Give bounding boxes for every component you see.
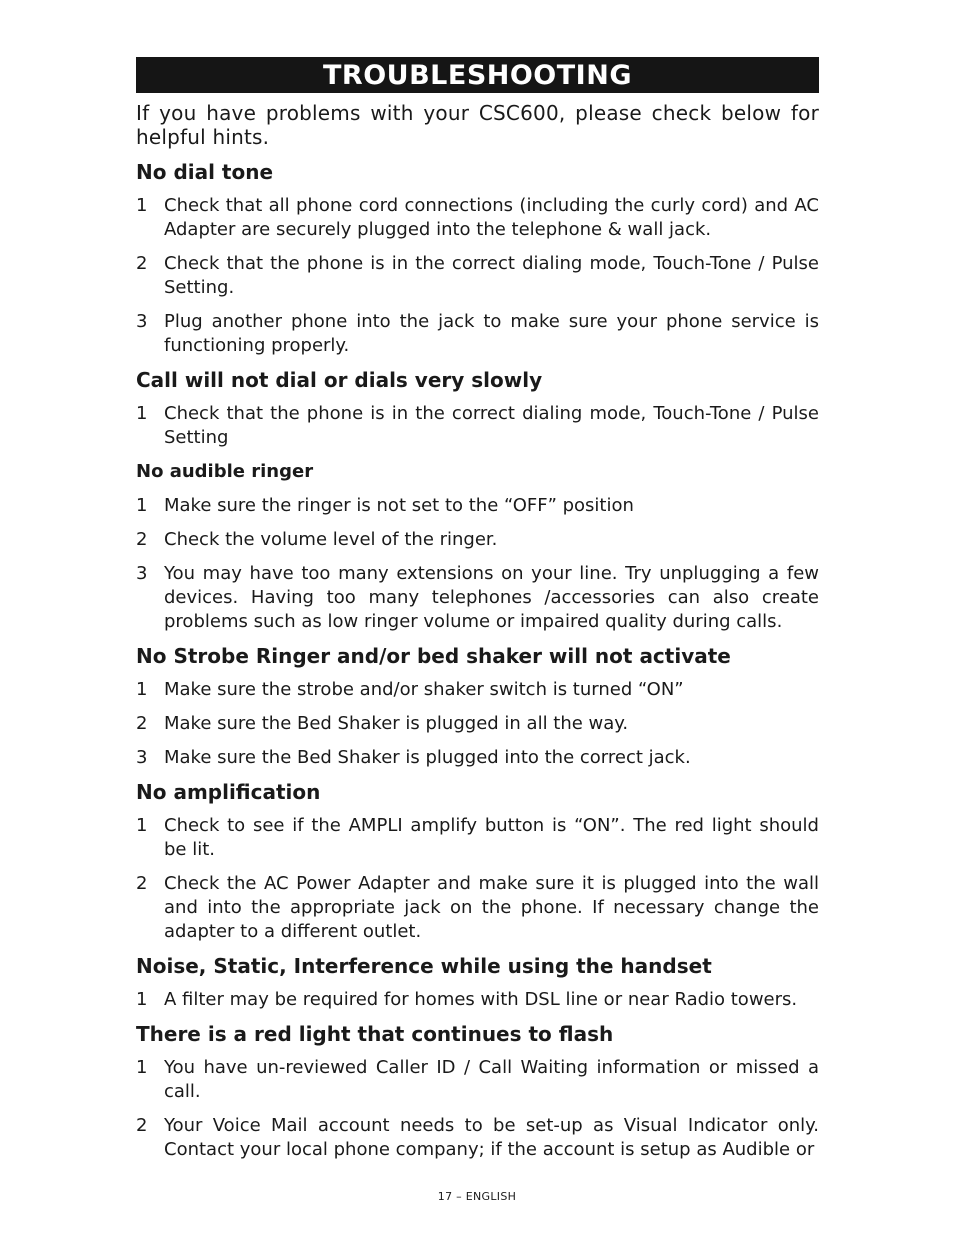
section-heading: Noise, Static, Interference while using the handset xyxy=(136,954,712,978)
section-heading: Call will not dial or dials very slowly xyxy=(136,368,543,392)
section-heading: There is a red light that continues to flash xyxy=(136,1022,614,1046)
item-text: Check that the phone is in the correct dialing mode, Touch-Tone / Pulse Setting. xyxy=(164,253,819,298)
item-text: Make sure the Bed Shaker is plugged into the correct jack. xyxy=(164,747,691,768)
item-number: 2 xyxy=(136,1115,148,1136)
item-text: Check that all phone cord connections (including the curly cord) and AC Adapter are securely plugged into the telephone & wall jack. xyxy=(164,195,819,240)
item-text: Check to see if the AMPLI amplify button is “ON”. The red light should be lit. xyxy=(164,815,819,860)
item-list xyxy=(136,494,819,634)
item-list xyxy=(136,1056,819,1162)
list-item xyxy=(136,194,819,242)
item-number: 1 xyxy=(136,1057,148,1078)
section-noise-static xyxy=(136,954,819,1012)
item-number: 1 xyxy=(136,679,148,700)
list-item xyxy=(136,814,819,862)
section-red-light-flash xyxy=(136,1022,819,1162)
page-footer: 17 – ENGLISH xyxy=(437,1190,517,1203)
item-number: 1 xyxy=(136,495,148,516)
section-heading: No dial tone xyxy=(136,160,274,184)
list-item xyxy=(136,310,819,358)
list-item xyxy=(136,252,819,300)
item-text: Make sure the Bed Shaker is plugged in all the way. xyxy=(164,713,629,734)
item-text: Plug another phone into the jack to make sure your phone service is functioning properly. xyxy=(164,311,819,356)
section-heading: No amplification xyxy=(136,780,321,804)
list-item xyxy=(136,1056,819,1104)
item-text: A filter may be required for homes with DSL line or near Radio towers. xyxy=(164,989,798,1010)
item-text: Check the AC Power Adapter and make sure it is plugged into the wall and into the appropriate jack on the phone. If necessary change the adapter to a different outlet. xyxy=(164,873,819,942)
section-heading: No audible ringer xyxy=(136,461,314,482)
item-number: 3 xyxy=(136,563,148,584)
item-text: You may have too many extensions on your line. Try unplugging a few devices. Having too many telephones /accessories can also create problems such as low ringer volume or impaired quality during calls. xyxy=(164,563,819,632)
item-number: 2 xyxy=(136,873,148,894)
page-title: TROUBLESHOOTING xyxy=(136,57,819,93)
list-item xyxy=(136,1114,819,1162)
list-item xyxy=(136,562,819,634)
item-text: Your Voice Mail account needs to be set-up as Visual Indicator only. Contact your local phone company; if the account is setup as Audible or xyxy=(164,1115,819,1160)
section-heading: No Strobe Ringer and/or bed shaker will not activate xyxy=(136,644,731,668)
section-call-will-not-dial xyxy=(136,368,819,450)
item-list xyxy=(136,402,819,450)
item-number: 1 xyxy=(136,403,148,424)
item-number: 2 xyxy=(136,253,148,274)
list-item xyxy=(136,402,819,450)
list-item xyxy=(136,872,819,944)
section-no-audible-ringer xyxy=(136,460,819,634)
item-text: Check that the phone is in the correct dialing mode, Touch-Tone / Pulse Setting xyxy=(164,403,819,448)
intro-text: If you have problems with your CSC600, please check below for helpful hints. xyxy=(136,101,819,149)
item-text: You have un-reviewed Caller ID / Call Waiting information or missed a call. xyxy=(164,1057,819,1102)
list-item xyxy=(136,746,819,770)
item-number: 1 xyxy=(136,989,148,1010)
item-number: 2 xyxy=(136,713,148,734)
item-number: 2 xyxy=(136,529,148,550)
item-list xyxy=(136,194,819,358)
section-no-strobe-ringer xyxy=(136,644,819,770)
item-text: Check the volume level of the ringer. xyxy=(164,529,498,550)
item-number: 3 xyxy=(136,747,148,768)
item-number: 3 xyxy=(136,311,148,332)
item-list xyxy=(136,678,819,770)
section-no-dial-tone xyxy=(136,160,819,358)
item-list xyxy=(136,814,819,944)
list-item xyxy=(136,494,819,518)
item-list xyxy=(136,988,819,1012)
list-item xyxy=(136,528,819,552)
list-item xyxy=(136,712,819,736)
list-item xyxy=(136,678,819,702)
item-number: 1 xyxy=(136,815,148,836)
page-content xyxy=(136,57,819,1172)
item-text: Make sure the strobe and/or shaker switch is turned “ON” xyxy=(164,679,684,700)
item-text: Make sure the ringer is not set to the “OFF” position xyxy=(164,495,634,516)
item-number: 1 xyxy=(136,195,148,216)
section-no-amplification xyxy=(136,780,819,944)
list-item xyxy=(136,988,819,1012)
